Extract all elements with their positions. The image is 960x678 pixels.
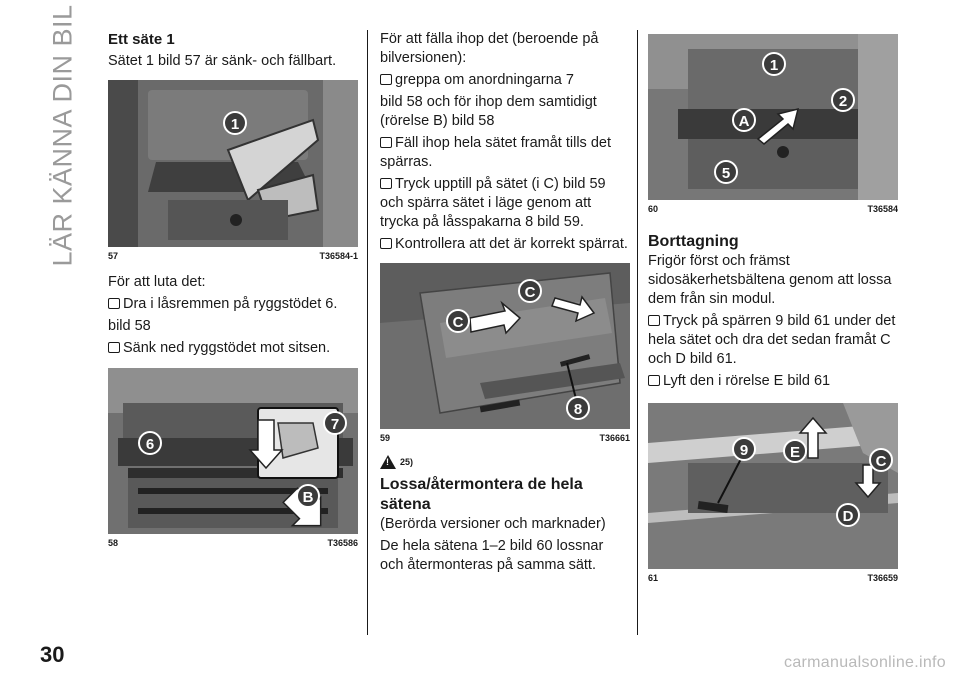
- callout-label: 1: [769, 57, 779, 74]
- figure-caption: [380, 429, 630, 447]
- warning-reference: [380, 455, 630, 469]
- fold-intro: För att fälla ihop det (beroende på bilversionen):: [380, 31, 599, 66]
- callout-badge: [837, 504, 859, 526]
- watermark-text: carmanualsonline.info: [784, 654, 946, 671]
- callout-label: 9: [739, 442, 749, 459]
- callout-label: A: [738, 113, 750, 130]
- callout-badge: [324, 412, 346, 434]
- callout-label: 8: [573, 401, 583, 418]
- callout-badge: [870, 449, 892, 471]
- step-checkbox-icon: [380, 238, 392, 249]
- step-checkbox-icon: [380, 178, 392, 189]
- instruction-step: [380, 71, 630, 90]
- callout-label: 7: [330, 416, 340, 433]
- instruction-step: [380, 134, 630, 172]
- callout-badge: [297, 485, 319, 507]
- step-checkbox-icon: [380, 137, 392, 148]
- seat-photo-61: [648, 403, 898, 569]
- figure-58: [108, 368, 358, 552]
- column-3: [648, 30, 898, 589]
- step-text: Fäll ihop hela sätet framåt tills det spärras.: [380, 135, 611, 170]
- seat-photo-57: [108, 80, 358, 247]
- figure-number: 59: [380, 433, 391, 443]
- callout-label: 2: [838, 93, 848, 110]
- figure-caption: [648, 200, 898, 218]
- callout-badge: [715, 161, 737, 183]
- callout-label: C: [524, 284, 536, 301]
- callout-label: C: [875, 453, 887, 470]
- callout-badge: [733, 109, 755, 131]
- seat-photo-60: [648, 34, 898, 200]
- figure-59: [380, 263, 630, 447]
- section-side-title: [38, 3, 88, 267]
- instruction-step: [380, 235, 630, 254]
- callout-badge: [567, 397, 589, 419]
- step-text: Dra i låsremmen på ryggstödet 6.: [123, 296, 338, 312]
- intro-text: Sätet 1 bild 57 är sänk- och fällbart.: [108, 53, 337, 69]
- column-divider: [367, 30, 368, 635]
- step-checkbox-icon: [648, 375, 660, 386]
- step-continuation: bild 58 och för ihop dem samtidigt (rörelse B) bild 58: [380, 94, 597, 129]
- warning-ref-number: 25): [400, 457, 414, 467]
- section-subheading: (Berörda versioner och marknader): [380, 516, 606, 532]
- step-text: Tryck upptill på sätet (i C) bild 59 och spärra sätet i läge genom att trycka på låsspakarna 8 bild 59.: [380, 176, 606, 230]
- instruction-step: [380, 175, 630, 232]
- page-number: 30: [40, 642, 65, 667]
- warning-triangle-icon: [380, 455, 396, 469]
- figure-caption: [648, 569, 898, 587]
- column-2: [380, 30, 630, 578]
- column-1: [108, 30, 358, 554]
- figure-code: T36584: [867, 204, 898, 214]
- callout-label: C: [452, 314, 464, 331]
- step-checkbox-icon: [380, 74, 392, 85]
- figure-code: T36584-1: [319, 251, 358, 261]
- step-text: Sänk ned ryggstödet mot sitsen.: [123, 340, 331, 356]
- instruction-step: [108, 339, 358, 358]
- figure-57: [108, 80, 358, 265]
- section-heading: Ett säte 1: [108, 31, 175, 48]
- callout-badge: [139, 432, 161, 454]
- instruction-step: [108, 295, 358, 314]
- step-checkbox-icon: [108, 342, 120, 353]
- instruction-step: [648, 372, 898, 391]
- figure-code: T36586: [327, 538, 358, 548]
- callout-label: 1: [230, 116, 240, 133]
- seat-photo-59: [380, 263, 630, 429]
- figure-caption: [108, 247, 358, 265]
- step-text: Tryck på spärren 9 bild 61 under det hela sätet och dra det sedan framåt C och D bild 61.: [648, 313, 896, 367]
- seat-photo-58: [108, 368, 358, 534]
- section-body: De hela sätena 1–2 bild 60 lossnar och återmonteras på samma sätt.: [380, 538, 604, 573]
- figure-60: [648, 34, 898, 218]
- tilt-intro: För att luta det:: [108, 274, 206, 290]
- section-heading: Lossa/återmontera de hela sätena: [380, 476, 583, 513]
- callout-badge: [447, 310, 469, 332]
- step-text: Kontrollera att det är korrekt spärrat.: [395, 236, 628, 252]
- figure-61: [648, 403, 898, 587]
- section-side-title-text: LÄR KÄNNA DIN BIL: [47, 3, 78, 267]
- figure-number: 58: [108, 538, 119, 548]
- callout-badge: [224, 112, 246, 134]
- callout-label: 6: [145, 436, 155, 453]
- figure-number: 61: [648, 573, 659, 583]
- step-continuation: bild 58: [108, 318, 151, 334]
- step-text: greppa om anordningarna 7: [395, 72, 574, 88]
- step-checkbox-icon: [648, 315, 660, 326]
- callout-badge: [519, 280, 541, 302]
- section-heading: Borttagning: [648, 233, 739, 250]
- removal-intro: Frigör först och främst sidosäkerhetsbältena genom att lossa dem från sin modul.: [648, 253, 892, 307]
- callout-badge: [763, 53, 785, 75]
- figure-caption: [108, 534, 358, 552]
- column-divider: [637, 30, 638, 635]
- figure-number: 57: [108, 251, 119, 261]
- callout-label: E: [789, 444, 801, 461]
- instruction-step: [648, 312, 898, 369]
- callout-label: B: [302, 489, 314, 506]
- figure-code: T36659: [867, 573, 898, 583]
- callout-label: 5: [721, 165, 731, 182]
- callout-badge: [832, 89, 854, 111]
- step-checkbox-icon: [108, 298, 120, 309]
- step-text: Lyft den i rörelse E bild 61: [663, 373, 831, 389]
- callout-badge: [784, 440, 806, 462]
- callout-label: D: [842, 508, 854, 525]
- figure-number: 60: [648, 204, 659, 214]
- callout-badge: [733, 438, 755, 460]
- figure-code: T36661: [599, 433, 630, 443]
